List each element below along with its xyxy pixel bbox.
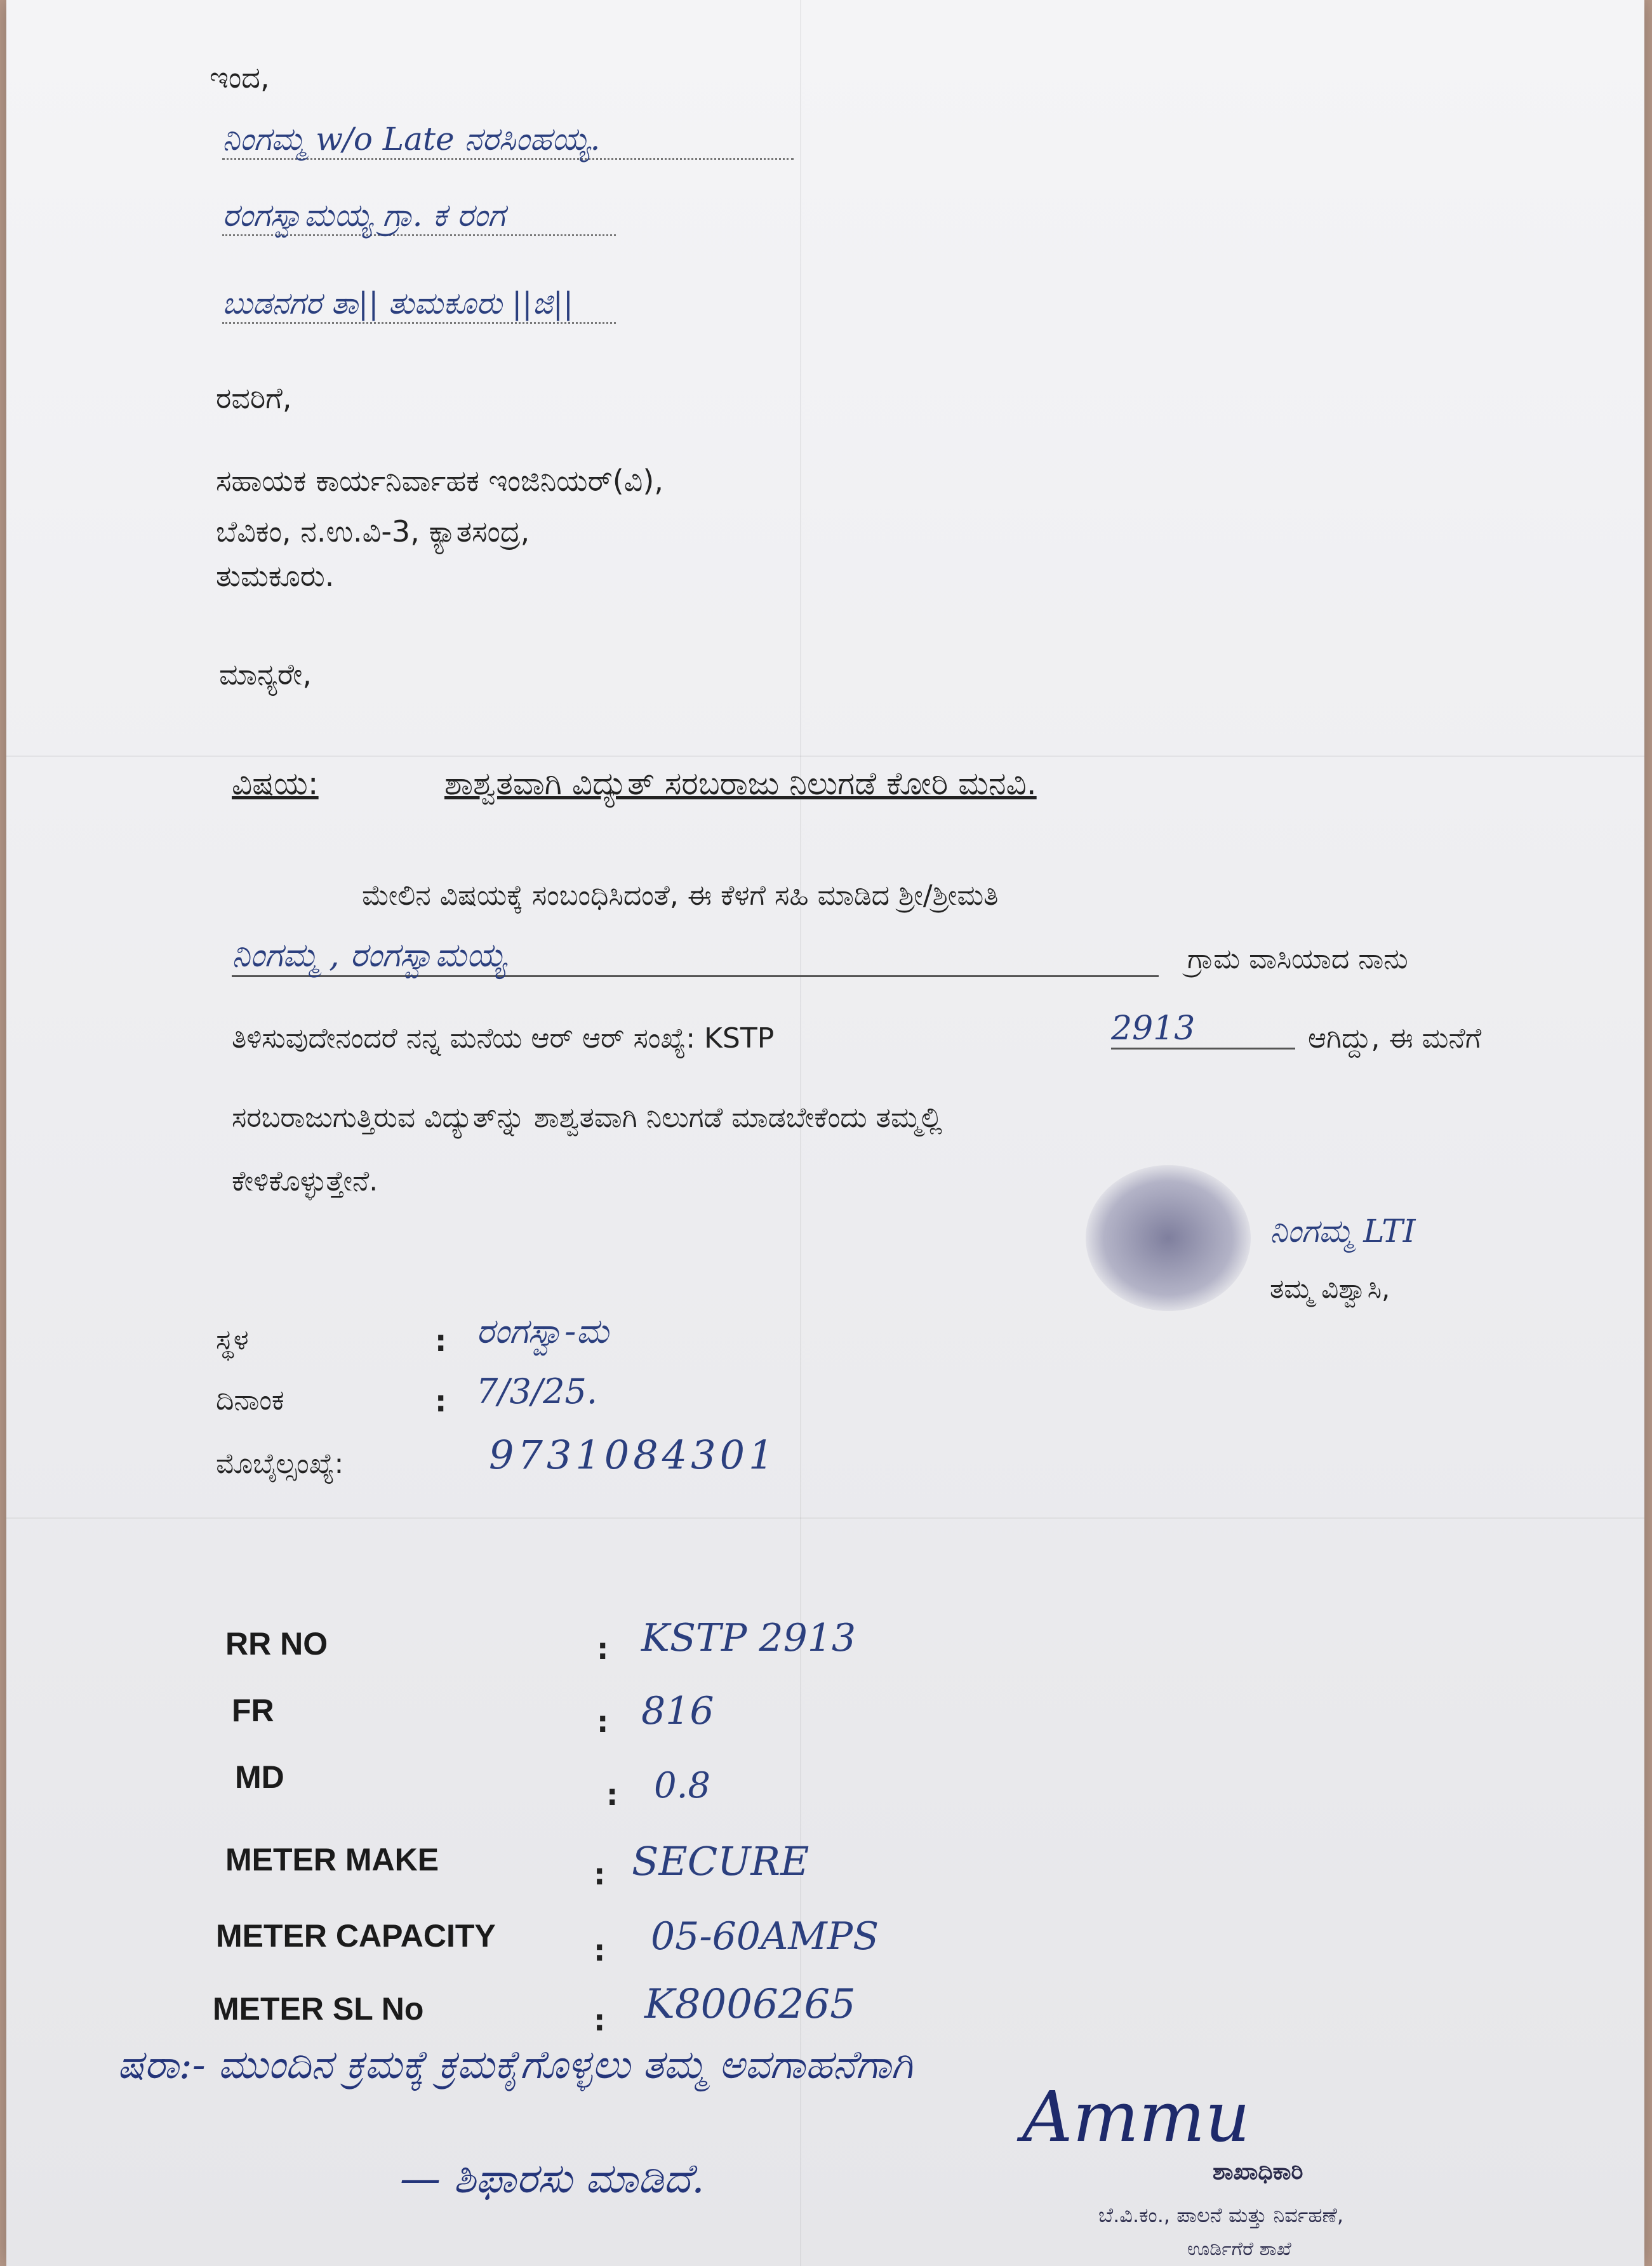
place-label: ಸ್ಥಳ	[216, 1324, 249, 1356]
meter-make-label: METER MAKE	[225, 1842, 439, 1877]
body-line-2-tail: ಗ್ರಾಮ ವಾಸಿಯಾದ ನಾನು	[1187, 943, 1408, 975]
md-label: MD	[235, 1759, 284, 1795]
to-label: ರವರಿಗೆ,	[216, 381, 292, 415]
subject-label: ವಿಷಯ:	[232, 765, 319, 802]
sender-line-3: ಬುಡನಗರ ತಾ|| ತುಮಕೂರು ||ಜಿ||	[222, 286, 616, 324]
body-line-3-tail: ಆಗಿದ್ದು, ಈ ಮನೆಗೆ	[1308, 1022, 1482, 1055]
place-value: ರಂಗಸ್ವಾ-ಮ	[476, 1311, 609, 1351]
body-rr-handwritten: 2913	[1111, 1010, 1295, 1050]
recipient-line-2: ಬೆವಿಕಂ, ನ.ಉ.ವಿ-3, ಕ್ಯಾತಸಂದ್ರ,	[216, 514, 530, 549]
body-line-3-head: ತಿಳಿಸುವುದೇನಂದರೆ ನನ್ನ ಮನೆಯ ಆರ್ ಆರ್ ಸಂಖ್ಯೆ: KSTP	[232, 1022, 775, 1055]
remark-line-1: ಷರಾ:- ಮುಂದಿನ ಕ್ರಮಕ್ಕೆ ಕ್ರಮಕೈಗೊಳ್ಳಲು ತಮ್ಮ ಅವಗಾಹನೆಗಾಗಿ	[117, 2041, 913, 2088]
letter-page	[6, 0, 1644, 2266]
meter-make-colon: :	[594, 1857, 606, 1891]
recipient-line-1: ಸಹಾಯಕ ಕಾರ್ಯನಿರ್ವಾಹಕ ಇಂಜಿನಿಯರ್(ವಿ),	[216, 463, 663, 498]
yours-faithfully: ತಮ್ಮ ವಿಶ್ವಾಸಿ,	[1270, 1273, 1390, 1304]
sender-line-2: ರಂಗಸ್ವಾಮಯ್ಯ ಗ್ರಾ. ಕ ರಂಗ	[222, 197, 616, 236]
md-value: 0.8	[654, 1765, 711, 1806]
body-line-4: ಸರಬರಾಜುಗುತ್ತಿರುವ ವಿದ್ಯುತ್‌ನ್ನು ಶಾಶ್ವತವಾಗಿ ನಿಲುಗಡೆ ಮಾಡಬೇಕೆಂದು ತಮ್ಮಲ್ಲಿ	[232, 1102, 943, 1134]
meter-capacity-label: METER CAPACITY	[216, 1918, 496, 1954]
body-line-5: ಕೇಳಿಕೊಳ್ಳುತ್ತೇನೆ.	[232, 1165, 378, 1197]
mobile-value: 9731084301	[489, 1432, 778, 1478]
recipient-line-3: ತುಮಕೂರು.	[216, 559, 335, 593]
meter-sl-no-value: K8006265	[644, 1981, 856, 2028]
body-name-handwritten: ನಿಂಗಮ್ಮ , ರಂಗಸ್ವಾಮಯ್ಯ	[232, 936, 1159, 977]
thumbprint-image	[1086, 1165, 1251, 1311]
fr-colon: :	[597, 1705, 609, 1739]
date-colon: :	[435, 1384, 447, 1418]
meter-capacity-value: 05-60AMPS	[651, 1914, 879, 1959]
remark-line-2: — ಶಿಫಾರಸು ಮಾಡಿದೆ.	[400, 2156, 705, 2203]
stamp-designation: ಶಾಖಾಧಿಕಾರಿ	[1213, 2159, 1303, 2185]
meter-make-value: SECURE	[632, 1838, 809, 1884]
date-label: ದಿನಾಂಕ	[216, 1384, 284, 1416]
fr-label: FR	[232, 1693, 274, 1728]
salutation: ಮಾನ್ಯರೇ,	[219, 657, 312, 691]
rr-no-label: RR NO	[225, 1626, 328, 1662]
rr-no-value: KSTP 2913	[641, 1616, 856, 1660]
meter-sl-no-label: METER SL No	[213, 1991, 424, 2027]
fr-value: 816	[641, 1689, 714, 1733]
stamp-branch: ಊರ್ಡಿಗೆರೆ ಶಾಖೆ	[1187, 2238, 1291, 2260]
place-colon: :	[435, 1324, 447, 1358]
date-value: 7/3/25.	[476, 1371, 597, 1411]
meter-sl-no-colon: :	[594, 2003, 606, 2037]
from-label: ಇಂದ,	[210, 60, 270, 95]
meter-capacity-colon: :	[594, 1933, 606, 1968]
rr-no-colon: :	[597, 1632, 609, 1666]
mobile-label: ಮೊಬೈಲ್ಸಂಖ್ಯೆ:	[216, 1448, 344, 1480]
subject-text: ಶಾಶ್ವತವಾಗಿ ವಿದ್ಯುತ್ ಸರಬರಾಜು ನಿಲುಗಡೆ ಕೋರಿ ಮನವಿ.	[444, 765, 1037, 802]
applicant-signature: ನಿಂಗಮ್ಮ LTI	[1270, 1213, 1416, 1250]
officer-signature: Ammu	[1022, 2076, 1250, 2157]
md-colon: :	[606, 1778, 618, 1812]
sender-line-1: ನಿಂಗಮ್ಮ w/o Late ನರಸಿಂಹಯ್ಯ.	[222, 121, 794, 160]
body-line-1: ಮೇಲಿನ ವಿಷಯಕ್ಕೆ ಸಂಬಂಧಿಸಿದಂತೆ, ಈ ಕೆಳಗೆ ಸಹಿ ಮಾಡಿದ ಶ್ರೀ/ಶ್ರೀಮತಿ	[362, 879, 999, 912]
stamp-office: ಬೆ.ವಿ.ಕಂ., ಪಾಲನೆ ಮತ್ತು ನಿರ್ವಹಣೆ,	[1098, 2203, 1344, 2227]
